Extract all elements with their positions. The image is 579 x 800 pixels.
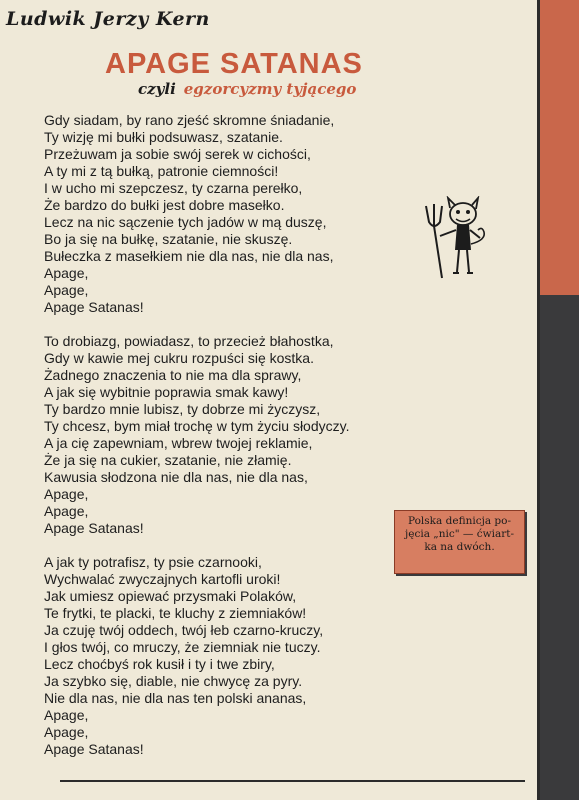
- caption-box: [394, 510, 525, 574]
- poem-line: Kawusia słodzona nie dla nas, nie dla nas,: [44, 469, 308, 485]
- poem-line: Gdy w kawie mej cukru rozpuści się kostka.: [44, 350, 314, 366]
- author-name: Ludwik Jerzy Kern: [6, 8, 210, 30]
- poem-line: Ty wizję mi bułki podsuwasz, szatanie.: [44, 129, 283, 145]
- caption-line: ka na dwóch.: [424, 541, 495, 553]
- poem-line: A ja cię zapewniam, wbrew twojej reklamie,: [44, 435, 313, 451]
- poem-line: Żadnego znaczenia to nie ma dla sprawy,: [44, 367, 302, 383]
- poem-line: Jak umiesz opiewać przysmaki Polaków,: [44, 588, 297, 604]
- poem-line: Ja czuję twój oddech, twój łeb czarno-kruczy,: [44, 622, 324, 638]
- poem-line: A jak ty potrafisz, ty psie czarnooki,: [44, 554, 262, 570]
- poem-body: [44, 112, 464, 775]
- subtitle-rest: egzorcyzmy tyjącego: [183, 80, 357, 98]
- poem-line: To drobiazg, powiadasz, to przecież błahostka,: [44, 333, 334, 349]
- poem-line: Wychwalać zwyczajnych kartofli uroki!: [44, 571, 281, 587]
- poem-line: Że bardzo do bułki jest dobre masełko.: [44, 197, 285, 213]
- caption-line: Polska definicja po-: [407, 515, 512, 527]
- side-color-strip-red: [540, 0, 579, 295]
- poem-line: Apage,: [44, 486, 89, 502]
- devil-drawing-icon: [420, 196, 490, 284]
- bottom-divider: [60, 780, 525, 782]
- poem-subtitle: [138, 80, 356, 98]
- poem-line: Przeżuwam ja sobie swój serek w cichości,: [44, 146, 311, 162]
- poem-line: Apage,: [44, 707, 89, 723]
- subtitle-prefix: czyli: [138, 80, 176, 98]
- stanza: [44, 554, 464, 758]
- poem-line: Bułeczka z masełkiem nie dla nas, nie dla nas,: [44, 248, 334, 264]
- poem-line: A jak się wybitnie poprawia smak kawy!: [44, 384, 289, 400]
- poem-line: Apage Satanas!: [44, 520, 144, 536]
- poem-line: Te frytki, te placki, te kluchy z ziemniaków!: [44, 605, 307, 621]
- poem-title: APAGE SATANAS: [105, 48, 363, 80]
- poem-line: Apage Satanas!: [44, 741, 144, 757]
- caption-line: jęcia „nic" — ćwiart-: [404, 528, 515, 540]
- poem-line: Bo ja się na bułkę, szatanie, nie skuszę.: [44, 231, 293, 247]
- poem-line: Ty chcesz, bym miał trochę w tym życiu słodyczy.: [44, 418, 350, 434]
- poem-line: Lecz na nic sączenie tych jadów w mą duszę,: [44, 214, 327, 230]
- poem-line: Apage,: [44, 282, 89, 298]
- poem-line: Że ja się na cukier, szatanie, nie złamię.: [44, 452, 292, 468]
- poem-line: Nie dla nas, nie dla nas ten polski ananas,: [44, 690, 307, 706]
- side-color-strip-dark: [540, 295, 579, 800]
- poem-line: Ty bardzo mnie lubisz, ty dobrze mi życzysz,: [44, 401, 321, 417]
- poem-line: I w ucho mi szepczesz, ty czarna perełko,: [44, 180, 303, 196]
- poem-line: A ty mi z tą bułką, patronie ciemności!: [44, 163, 279, 179]
- poem-line: Lecz choćbyś rok kusił i ty i twe zbiry,: [44, 656, 275, 672]
- poem-line: Ja szybko się, diable, nie chwycę za pyry.: [44, 673, 303, 689]
- stanza: [44, 333, 464, 537]
- poem-line: Apage,: [44, 265, 89, 281]
- poem-line: Gdy siadam, by rano zjeść skromne śniadanie,: [44, 112, 335, 128]
- poem-line: I głos twój, co mruczy, że ziemniak nie tuczy.: [44, 639, 321, 655]
- poem-line: Apage,: [44, 724, 89, 740]
- poem-line: Apage,: [44, 503, 89, 519]
- poem-line: Apage Satanas!: [44, 299, 144, 315]
- stanza: [44, 112, 464, 316]
